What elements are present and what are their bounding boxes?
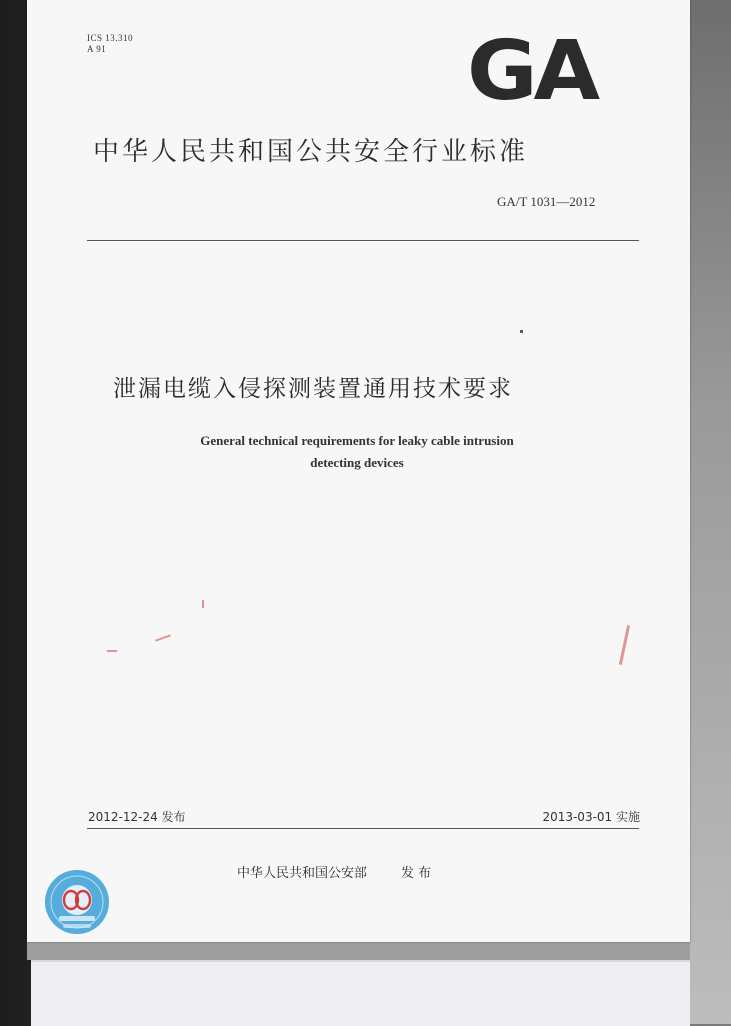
next-page-edge [31, 960, 690, 1026]
english-title-line-2: detecting devices [310, 455, 404, 470]
issue-date: 2012-12-24 发布 [88, 810, 186, 824]
scan-gap [27, 942, 690, 960]
divider-bottom [87, 828, 639, 829]
ga-logo: GA [467, 24, 596, 119]
cover-page [27, 0, 690, 942]
english-title-line-1: General technical requirements for leaky cable intrusion [200, 433, 514, 448]
scan-speck [107, 650, 117, 652]
issuer-name: 中华人民共和国公安部 [237, 866, 368, 881]
class-code: A 91 [87, 44, 107, 54]
document-title-english [97, 430, 617, 474]
ics-code: ICS 13.310 [87, 33, 134, 43]
divider-top [87, 240, 639, 241]
standard-body-title: 中华人民共和国公共安全行业标准 [93, 137, 529, 167]
implementation-date: 2013-03-01 实施 [542, 810, 640, 824]
publisher-line [237, 862, 431, 881]
scan-speck [202, 600, 204, 608]
anti-counterfeit-seal-icon [43, 868, 111, 936]
standard-number: GA/T 1031—2012 [497, 194, 596, 209]
scan-speck [155, 634, 171, 641]
scan-background-right [690, 0, 731, 1024]
issue-word: 发 布 [401, 866, 432, 881]
scan-speck [619, 625, 630, 665]
classification-codes [87, 33, 133, 55]
scan-speck [520, 330, 523, 333]
document-title-chinese: 泄漏电缆入侵探测装置通用技术要求 [113, 376, 513, 402]
